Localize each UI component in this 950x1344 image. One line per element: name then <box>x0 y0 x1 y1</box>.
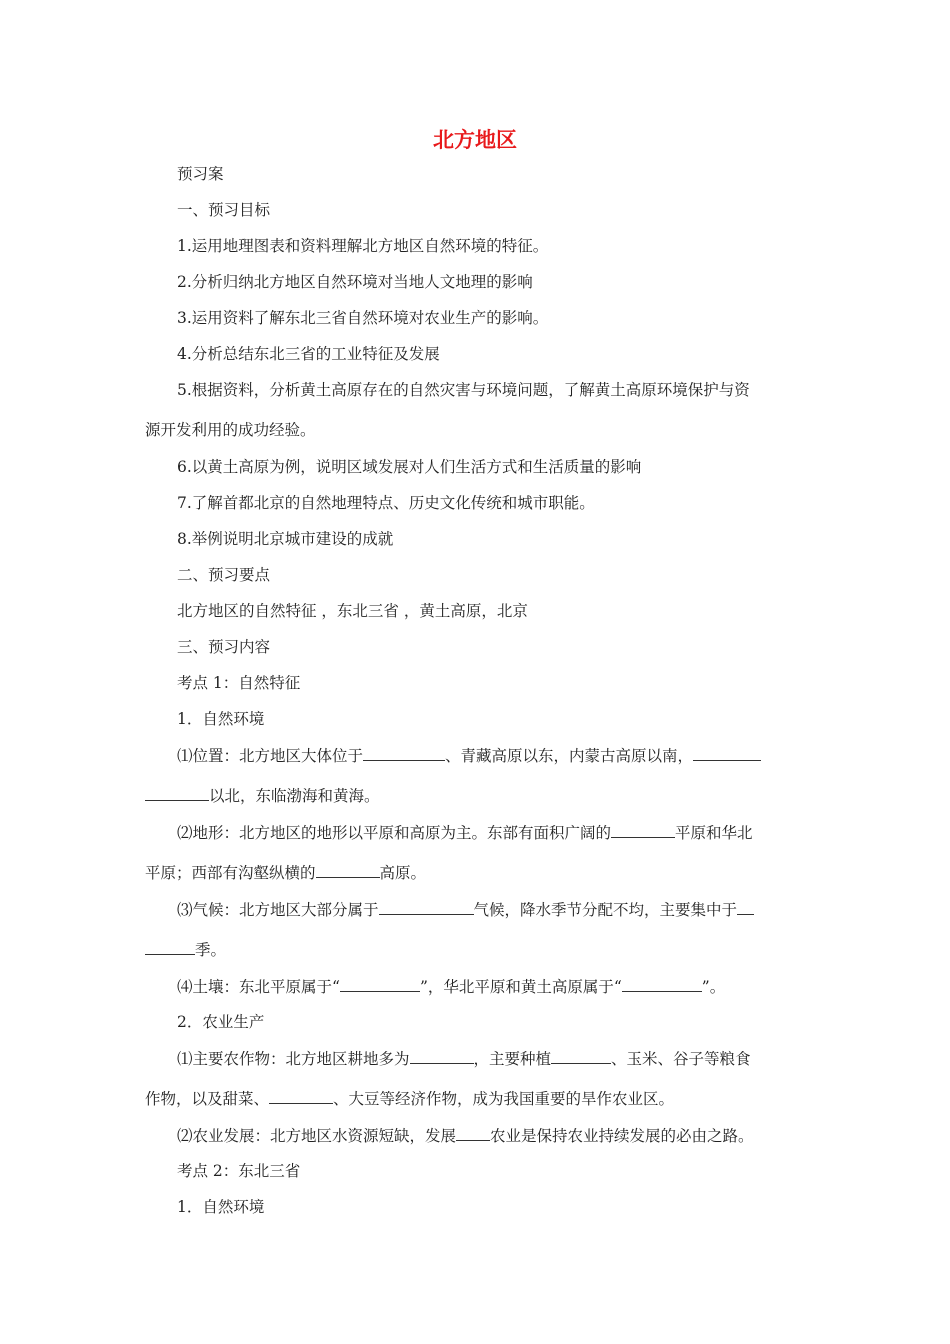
goal-5: 5.根据资料，分析黄土高原存在的自然灾害与环境问题，了解黄土高原环境保护与资 <box>177 381 750 399</box>
fill-blank[interactable] <box>269 1088 333 1104</box>
goal-2: 2.分析归纳北方地区自然环境对当地人文地理的影响 <box>177 273 533 291</box>
question-crops: ⑴主要农作物：北方地区耕地多为 ，主要种植 、玉米、谷子等粮食 <box>177 1050 751 1068</box>
question-soil: ⑷土壤：东北平原属于“ ”，华北平原和黄土高原属于“ ”。 <box>177 978 726 996</box>
fill-blank[interactable] <box>145 939 195 955</box>
fill-blank[interactable] <box>410 1048 474 1064</box>
goal-5-cont: 源开发利用的成功经验。 <box>145 421 316 439</box>
goal-1: 1.运用地理图表和资料理解北方地区自然环境的特征。 <box>177 237 549 255</box>
fill-blank[interactable] <box>611 822 675 838</box>
fill-blank[interactable] <box>622 976 702 992</box>
page-title: 北方地区 <box>433 128 517 152</box>
fill-blank[interactable] <box>340 976 420 992</box>
question-terrain: ⑵地形：北方地区的地形以平原和高原为主。东部有面积广阔的 平原和华北 <box>177 824 753 842</box>
topic-1-heading: 考点 1：自然特征 <box>177 674 301 692</box>
fill-blank[interactable] <box>316 862 380 878</box>
section-label-preview: 预习案 <box>177 165 224 183</box>
fill-blank[interactable] <box>551 1048 611 1064</box>
topic-2-heading: 考点 2：东北三省 <box>177 1162 301 1180</box>
subheading-agriculture: 2．农业生产 <box>177 1013 265 1031</box>
question-location: ⑴位置：北方地区大体位于 、青藏高原以东，内蒙古高原以南， <box>177 745 761 766</box>
fill-blank[interactable] <box>363 745 445 761</box>
question-crops-cont: 作物，以及甜菜、 、大豆等经济作物，成为我国重要的旱作农业区。 <box>145 1090 675 1108</box>
question-climate-cont: 季。 <box>145 939 226 960</box>
key-points-text: 北方地区的自然特征 ，东北三省 ，黄土高原，北京 <box>177 602 528 620</box>
question-climate: ⑶气候：北方地区大部分属于 气候，降水季节分配不均，主要集中于 <box>177 899 754 920</box>
goal-6: 6.以黄土高原为例，说明区域发展对人们生活方式和生活质量的影响 <box>177 458 642 476</box>
question-terrain-cont: 平原；西部有沟壑纵横的 高原。 <box>145 864 427 882</box>
goal-8: 8.举例说明北京城市建设的成就 <box>177 530 394 548</box>
fill-blank[interactable] <box>379 899 474 915</box>
subheading-natural-env-2: 1．自然环境 <box>177 1198 265 1216</box>
fill-blank[interactable] <box>737 899 754 915</box>
fill-blank[interactable] <box>693 745 761 761</box>
heading-goals: 一、预习目标 <box>177 201 271 219</box>
subheading-natural-env: 1．自然环境 <box>177 710 265 728</box>
question-agri-development: ⑵农业发展：北方地区水资源短缺，发展 农业是保持农业持续发展的必由之路。 <box>177 1127 754 1145</box>
goal-7: 7.了解首都北京的自然地理特点、历史文化传统和城市职能。 <box>177 494 595 512</box>
question-location-cont: 以北，东临渤海和黄海。 <box>145 785 380 806</box>
heading-key-points: 二、预习要点 <box>177 566 271 584</box>
fill-blank[interactable] <box>456 1125 490 1141</box>
heading-content: 三、预习内容 <box>177 638 271 656</box>
fill-blank[interactable] <box>145 785 209 801</box>
goal-4: 4.分析总结东北三省的工业特征及发展 <box>177 345 440 363</box>
goal-3: 3.运用资料了解东北三省自然环境对农业生产的影响。 <box>177 309 549 327</box>
